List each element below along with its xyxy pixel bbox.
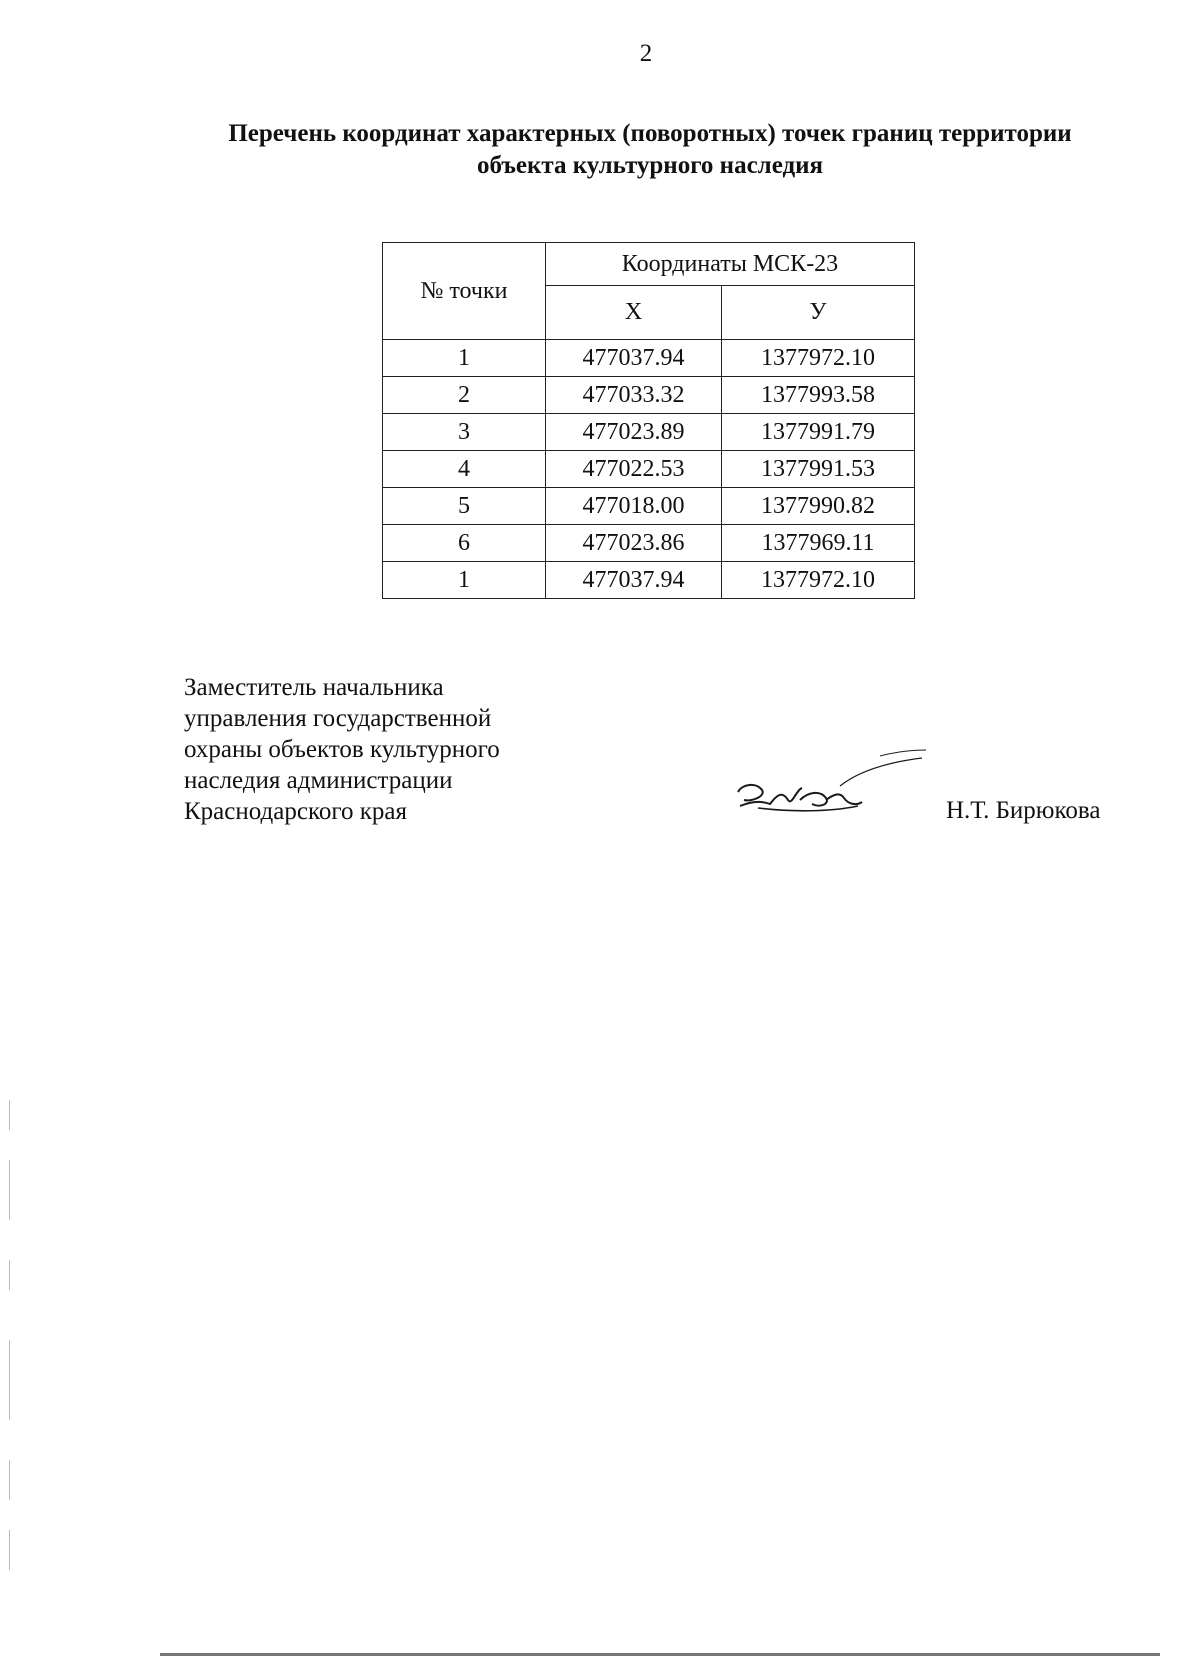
point-number-cell: 4 (383, 451, 546, 488)
handwritten-signature (730, 740, 930, 830)
point-number-cell: 1 (383, 562, 546, 599)
y-coordinate-cell: 1377969.11 (722, 525, 915, 562)
x-coordinate-cell: 477037.94 (546, 562, 722, 599)
y-column-header: У (722, 286, 915, 340)
point-number-header: № точки (383, 243, 546, 340)
x-coordinate-cell: 477033.32 (546, 377, 722, 414)
x-coordinate-cell: 477023.89 (546, 414, 722, 451)
table-row (383, 525, 915, 562)
y-coordinate-cell: 1377972.10 (722, 562, 915, 599)
x-column-header: Х (546, 286, 722, 340)
point-number-cell: 6 (383, 525, 546, 562)
document-title-line-1: Перечень координат характерных (поворотных) точек границ территории (228, 120, 1072, 147)
table-row (383, 377, 915, 414)
table-row (383, 451, 915, 488)
x-coordinate-cell: 477037.94 (546, 340, 722, 377)
signer-name: Н.Т. Бирюкова (946, 797, 1101, 824)
x-coordinate-cell: 477022.53 (546, 451, 722, 488)
coordinates-table (382, 242, 915, 599)
y-coordinate-cell: 1377972.10 (722, 340, 915, 377)
coordinates-table-body (383, 340, 915, 599)
bottom-divider (160, 1653, 1160, 1656)
y-coordinate-cell: 1377991.79 (722, 414, 915, 451)
x-coordinate-cell: 477018.00 (546, 488, 722, 525)
page-number: 2 (639, 40, 653, 67)
signatory-line: Заместитель начальника (184, 674, 444, 701)
point-number-cell: 3 (383, 414, 546, 451)
x-coordinate-cell: 477023.86 (546, 525, 722, 562)
document-title (150, 118, 1150, 182)
table-row (383, 340, 915, 377)
table-row (383, 562, 915, 599)
scan-margin-marks (8, 1100, 11, 1580)
signatory-line: управления государственной (184, 705, 492, 732)
document-title-line-2: объекта культурного наследия (476, 152, 824, 179)
point-number-cell: 5 (383, 488, 546, 525)
signatory-position (184, 672, 500, 827)
y-coordinate-cell: 1377993.58 (722, 377, 915, 414)
y-coordinate-cell: 1377990.82 (722, 488, 915, 525)
point-number-cell: 2 (383, 377, 546, 414)
table-row (383, 488, 915, 525)
coordinates-header: Координаты МСК-23 (546, 243, 915, 286)
table-row (383, 414, 915, 451)
point-number-cell: 1 (383, 340, 546, 377)
signatory-line: охраны объектов культурного (184, 736, 500, 763)
signatory-line: наследия администрации (184, 767, 453, 794)
signatory-line: Краснодарского края (184, 798, 407, 825)
y-coordinate-cell: 1377991.53 (722, 451, 915, 488)
